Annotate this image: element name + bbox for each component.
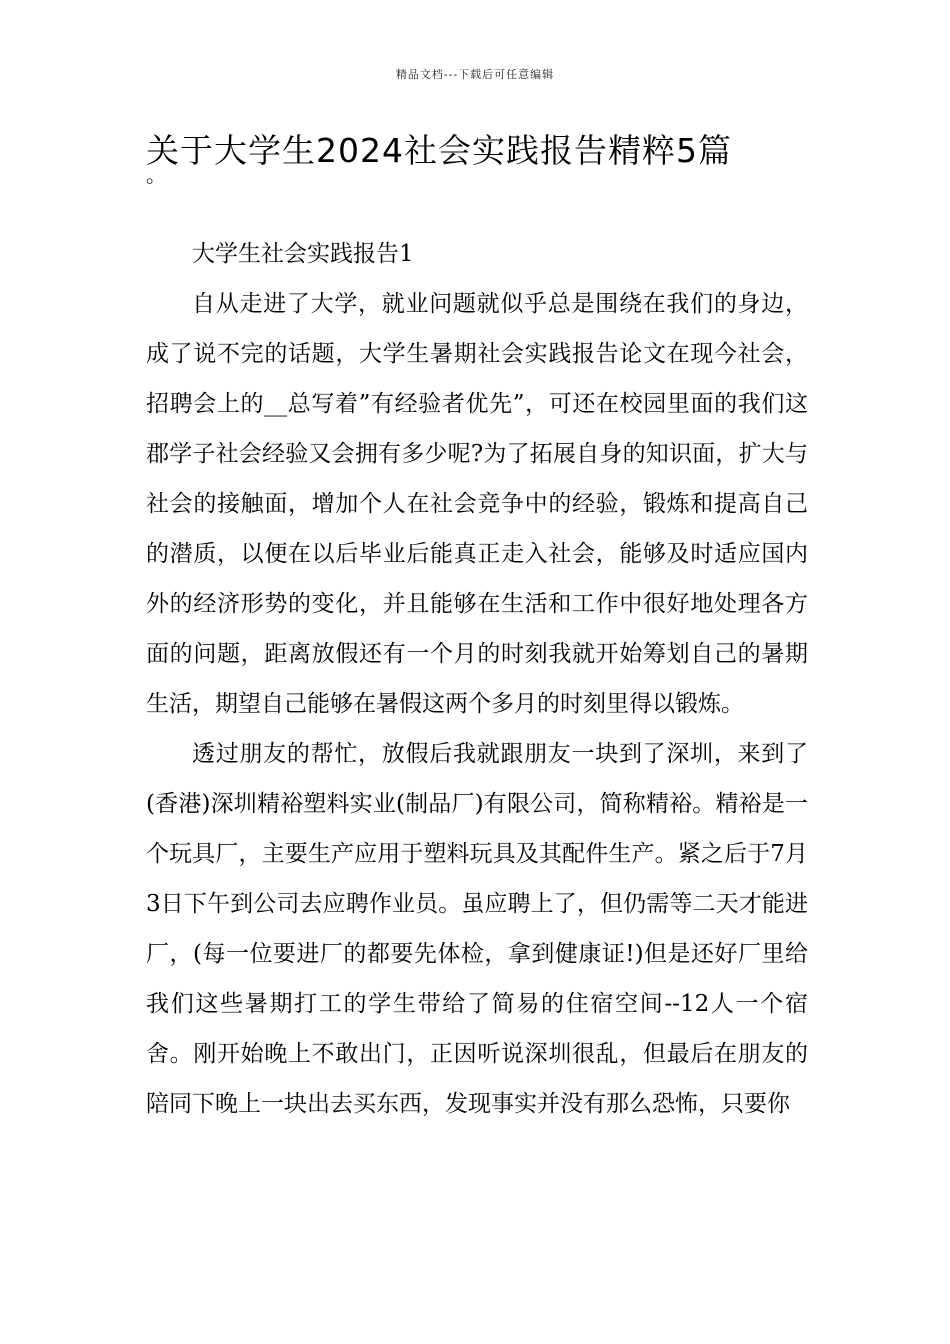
body-paragraph-2: 透过朋友的帮忙，放假后我就跟朋友一块到了深圳，来到了(香港)深圳精裕塑料实业(制品厂)有限公司，简称精裕。精裕是一个玩具厂，主要生产应用于塑料玩具及其配件生产。紧之后于7月3日下午到公司去应聘作业员。虽应聘上了，但仍需等二天才能进厂，(每一位要进厂的都要先体检，拿到健康证!)但是还好厂里给我们这些暑期打工的学生带给了简易的住宿空间--12人一个宿舍。刚开始晚上不敢出门，正因听说深圳很乱，但最后在朋友的陪同下晚上一块出去买东西，发现事实并没有那么恐怖，只要你: [146, 741, 808, 1117]
title-trailing-mark: 。: [146, 163, 166, 187]
document-body: [146, 229, 808, 1129]
document-title: 关于大学生2024社会实践报告精粹5篇: [146, 131, 732, 170]
body-paragraph-1: 自从走进了大学，就业问题就似乎总是围绕在我们的身边，成了说不完的话题，大学生暑期社会实践报告论文在现今社会，招聘会上的__总写着”有经验者优先”，可还在校园里面的我们这郡学子社会经验又会拥有多少呢?为了拓展自身的知识面，扩大与社会的接触面，增加个人在社会竞争中的经验，锻炼和提高自己的潜质，以便在以后毕业后能真正走入社会，能够及时适应国内外的经济形势的变化，并且能够在生活和工作中很好地处理各方面的问题，距离放假还有一个月的时刻我就开始筹划自己的暑期生活，期望自己能够在暑假这两个多月的时刻里得以锻炼。: [146, 291, 808, 717]
page-header-note: 精品文档---下载后可任意编辑: [395, 68, 555, 81]
section-heading: 大学生社会实践报告1: [192, 241, 414, 267]
